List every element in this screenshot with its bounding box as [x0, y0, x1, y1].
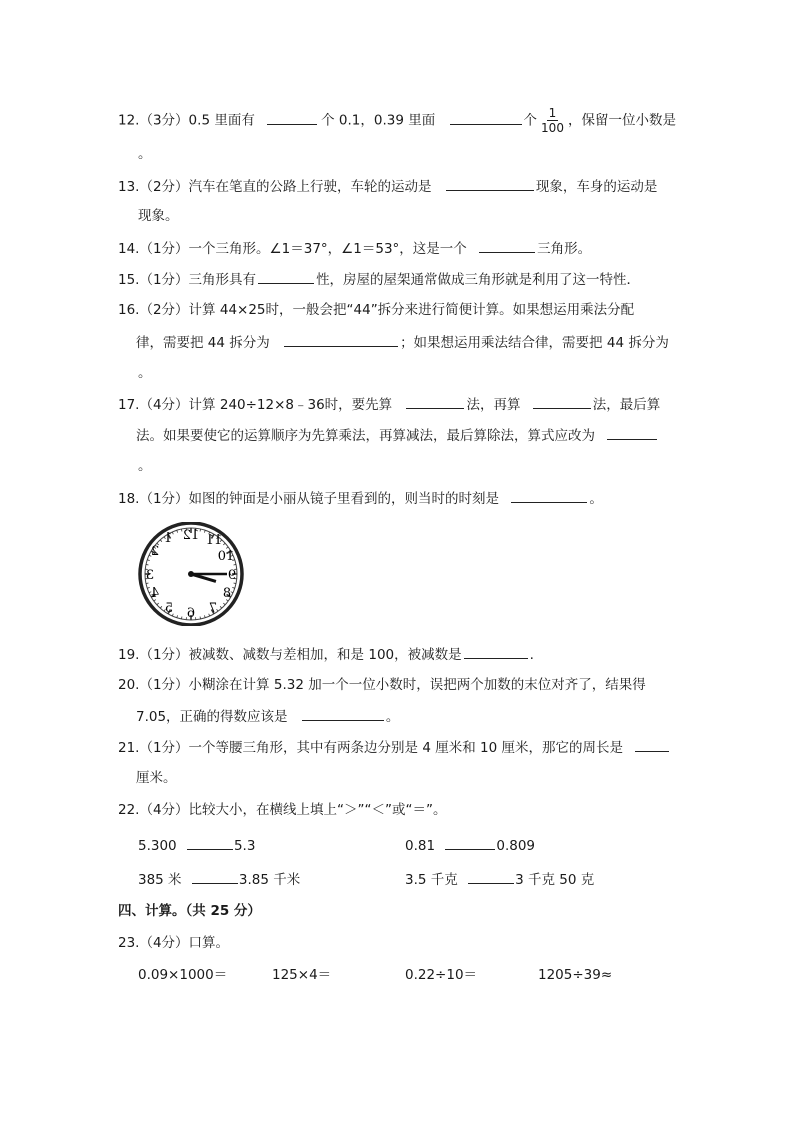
- clock-numeral: 11: [205, 533, 223, 548]
- fraction-one-hundredth: $\frac{1}{100}$: [541, 106, 564, 135]
- clock-tick: [181, 529, 182, 531]
- answer-blank[interactable]: [635, 737, 669, 752]
- answer-blank[interactable]: [446, 176, 534, 191]
- clock-tick: [146, 564, 148, 565]
- clock-tick: [147, 587, 149, 588]
- answer-blank[interactable]: [464, 644, 528, 659]
- clock-numeral: 2: [150, 544, 160, 559]
- answer-blank[interactable]: [533, 394, 591, 409]
- clock-tick: [220, 606, 222, 608]
- oral-calc-item: 125×4＝: [272, 967, 332, 983]
- mirrored-clock-face: [134, 522, 248, 626]
- question-17-end: 。: [138, 458, 152, 474]
- question-20-cont: 7.05，正确的得数应该是 。: [136, 706, 399, 727]
- clock-tick: [160, 606, 162, 608]
- clock-numeral: 12: [182, 528, 200, 543]
- answer-blank[interactable]: [192, 869, 238, 884]
- oral-calc-item: 0.09×1000＝: [138, 967, 228, 983]
- clock-tick: [147, 560, 149, 561]
- compare-item: 385 米 3.85 千米: [138, 869, 300, 890]
- answer-blank[interactable]: [267, 110, 317, 125]
- clock-tick: [223, 543, 225, 545]
- clock-tick: [157, 603, 159, 605]
- answer-blank[interactable]: [187, 835, 233, 850]
- section-heading: 四、计算。（共 25 分）: [118, 903, 261, 919]
- answer-blank[interactable]: [450, 110, 522, 125]
- question-13: 13.（2分）汽车在笔直的公路上行驶，车轮的运动是 现象，车身的运动是: [118, 176, 657, 197]
- question-14: 14.（1分）一个三角形。∠1＝37°，∠1＝53°，这是一个 三角形。: [118, 238, 591, 259]
- question-20: 20.（1分）小糊涂在计算 5.32 加一个一位小数时，误把两个加数的末位对齐了，结果得: [118, 677, 646, 693]
- answer-blank[interactable]: [302, 706, 384, 721]
- question-17-cont: 法。如果要使它的运算顺序为先算乘法，再算减法，最后算除法，算式应改为: [136, 425, 657, 446]
- answer-blank[interactable]: [468, 869, 514, 884]
- oral-calc-item: 1205÷39≈: [538, 967, 613, 983]
- clock-tick: [234, 564, 236, 565]
- clock-tick: [146, 583, 148, 584]
- clock-center-pin: [188, 571, 194, 577]
- clock-numeral: 1: [163, 531, 173, 546]
- question-13-cont: 现象。: [138, 208, 179, 224]
- question-16: 16.（2分）计算 44×25时，一般会把“44”拆分来进行简便计算。如果想运用乘法分配: [118, 302, 635, 318]
- question-16-end: 。: [138, 365, 152, 381]
- question-23: 23.（4分）口算。: [118, 935, 230, 951]
- answer-blank[interactable]: [258, 269, 314, 284]
- question-18: 18.（1分）如图的钟面是小丽从镜子里看到的，则当时的时刻是 。: [118, 488, 603, 509]
- clock-numeral: 10: [217, 549, 235, 564]
- clock-tick: [234, 583, 236, 584]
- clock-numeral: 5: [164, 601, 174, 616]
- question-19: 19.（1分）被减数、减数与差相加，和是 100，被减数是 .: [118, 644, 534, 665]
- question-12-end: 。: [138, 146, 152, 162]
- clock-numeral: 7: [208, 601, 218, 616]
- compare-item: 0.81 0.809: [405, 835, 535, 856]
- oral-calc-item: 0.22÷10＝: [405, 967, 478, 983]
- question-12: 12.（3分）0.5 里面有 个 0.1，0.39 里面 个 $\frac{1}{100}$ ，保留一位小数是: [118, 106, 676, 135]
- compare-item: 3.5 千克 3 千克 50 克: [405, 869, 594, 890]
- clock-numeral: 4: [150, 586, 160, 601]
- clock-numeral: 8: [222, 586, 232, 601]
- answer-blank[interactable]: [607, 425, 657, 440]
- clock-tick: [232, 587, 234, 588]
- question-15: 15.（1分）三角形具有 性，房屋的屋架通常做成三角形就是利用了这一特性．: [118, 269, 640, 290]
- clock-tick: [200, 617, 201, 619]
- clock-tick: [181, 617, 182, 619]
- question-21: 21.（1分）一个等腰三角形，其中有两条边分别是 4 厘米和 10 厘米，那它的周长是: [118, 737, 669, 758]
- question-22: 22.（4分）比较大小，在横线上填上“＞”“＜”或“＝”。: [118, 802, 447, 818]
- question-21-cont: 厘米。: [136, 770, 177, 786]
- clock-tick: [223, 603, 225, 605]
- answer-blank[interactable]: [511, 488, 587, 503]
- answer-blank[interactable]: [284, 332, 398, 347]
- answer-blank[interactable]: [406, 394, 464, 409]
- compare-item: 5.300 5.3: [138, 835, 255, 856]
- clock-numeral: 9: [227, 568, 237, 583]
- clock-numeral: 3: [145, 568, 155, 583]
- clock-tick: [204, 615, 205, 617]
- answer-blank[interactable]: [445, 835, 495, 850]
- question-17: 17.（4分）计算 240÷12×8﹣36时，要先算 法，再算 法，最后算: [118, 394, 660, 415]
- clock-tick: [204, 530, 205, 532]
- clock-numeral: 6: [186, 606, 196, 621]
- question-16-cont: 律，需要把 44 拆分为 ；如果想运用乘法结合律，需要把 44 拆分为: [136, 332, 669, 353]
- clock-tick: [177, 530, 178, 532]
- clock-tick: [160, 540, 162, 542]
- clock-tick: [177, 615, 178, 617]
- answer-blank[interactable]: [479, 238, 535, 253]
